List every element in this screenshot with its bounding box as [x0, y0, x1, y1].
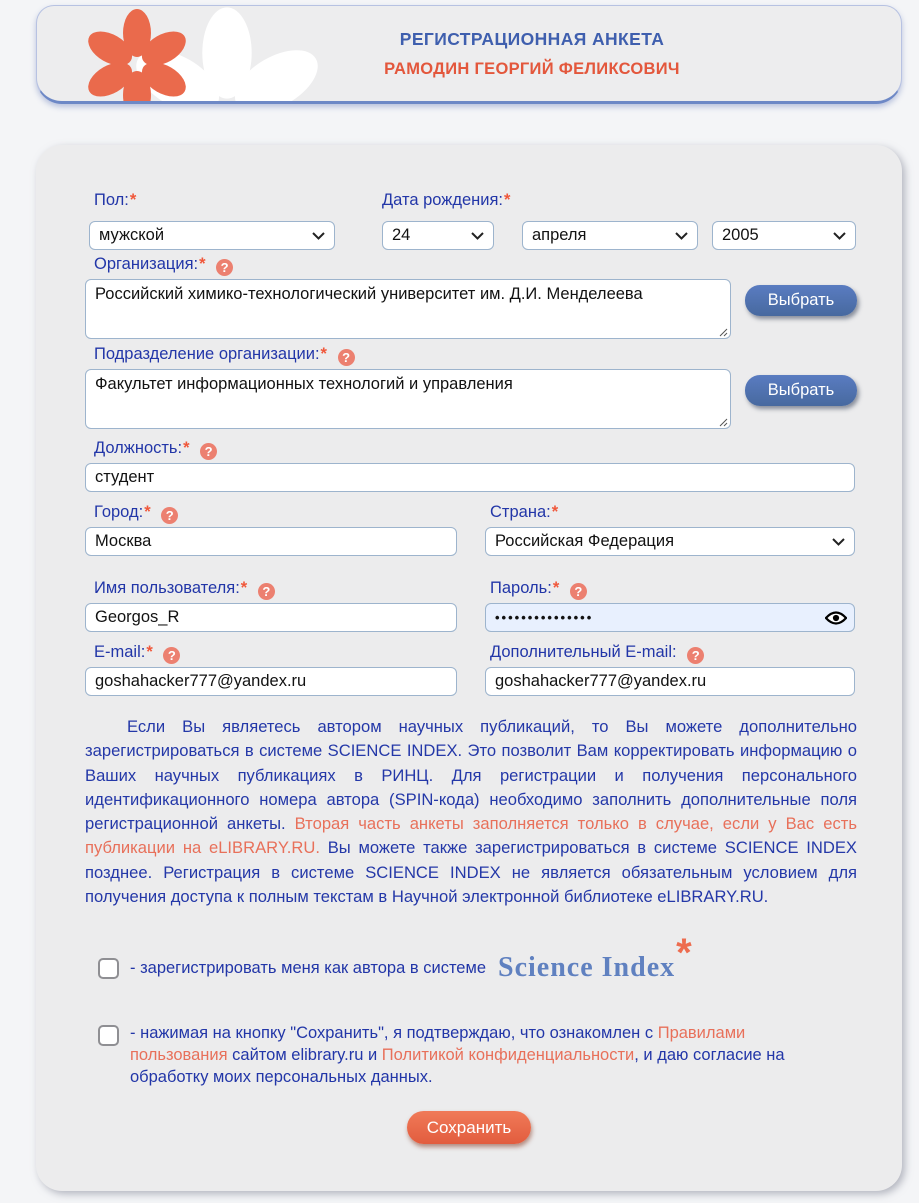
birth-date-label: Дата рождения:*: [382, 191, 511, 209]
organization-choose-button[interactable]: Выбрать: [745, 285, 857, 316]
chevron-down-icon: [832, 538, 845, 546]
email-label: E-mail:* ?: [94, 643, 180, 664]
organization-textarea[interactable]: [85, 279, 731, 339]
help-icon[interactable]: ?: [338, 349, 355, 366]
required-asterisk: *: [240, 579, 248, 597]
chevron-down-icon: [312, 232, 325, 240]
department-textarea[interactable]: [85, 369, 731, 429]
required-asterisk: *: [183, 439, 190, 457]
chevron-down-icon: [471, 232, 484, 240]
password-input[interactable]: [485, 603, 855, 632]
required-asterisk: *: [320, 345, 327, 363]
agreement-checkbox[interactable]: [98, 1025, 119, 1046]
header-card: [36, 5, 902, 104]
department-choose-button[interactable]: Выбрать: [745, 375, 857, 406]
science-index-consent-label: - зарегистрировать меня как автора в системе: [130, 958, 487, 977]
science-index-checkbox[interactable]: [98, 958, 119, 979]
terms-of-use-link[interactable]: Правилами пользования: [130, 1024, 746, 1064]
required-asterisk: *: [146, 643, 153, 661]
registration-form-panel: [36, 145, 902, 1191]
help-icon[interactable]: ?: [570, 583, 587, 600]
info-highlight: Вторая часть анкеты заполняется только в случае, если у Вас есть публикации на eLIBRARY.RU.: [85, 814, 857, 858]
privacy-policy-link[interactable]: Политикой конфиденциальности: [381, 1046, 635, 1064]
email2-label: Дополнительный E-mail: ?: [490, 643, 704, 664]
required-asterisk: *: [199, 255, 206, 273]
required-asterisk: *: [503, 191, 511, 209]
science-index-info-text: Если Вы являетесь автором научных публикаций, то Вы можете дополнительно зарегистрироваться в системе SCIENCE INDEX. Это позволит Вам корректировать информацию о Ваших научных публикациях в РИНЦ. Для регистрации и получения персонального идентификационного номера автора (SPIN-кода) необходимо заполнить дополнительные поля регистрационной анкеты. Вторая часть анкеты заполняется только в случае, если у Вас есть публикации на eLIBRARY.RU. Вы можете также зарегистрироваться в системе SCIENCE INDEX позднее. Регистрация в системе SCIENCE INDEX не является обязательным условием для получения доступа к полным текстам в Научной электронной библиотеке eLIBRARY.RU.: [85, 717, 857, 907]
username-input[interactable]: [85, 603, 457, 632]
city-label: Город:* ?: [94, 503, 178, 524]
password-label: Пароль:* ?: [490, 579, 587, 600]
show-password-eye-icon[interactable]: [825, 609, 847, 627]
position-label: Должность:* ?: [94, 439, 217, 460]
page-title: РЕГИСТРАЦИОННАЯ АНКЕТА: [399, 28, 665, 49]
country-label: Страна:*: [490, 503, 559, 521]
help-icon[interactable]: ?: [687, 647, 704, 664]
required-asterisk: *: [144, 503, 151, 521]
position-input[interactable]: [85, 463, 855, 492]
gender-label: Пол:*: [94, 191, 137, 209]
birth-month-select[interactable]: апреля: [522, 221, 698, 250]
gender-select[interactable]: мужской: [89, 221, 335, 250]
science-index-consent: [130, 931, 693, 991]
email-input[interactable]: [85, 667, 457, 696]
agreement-text: - нажимая на кнопку "Сохранить", я подтверждаю, что ознакомлен с Правилами пользования сайтом elibrary.ru и Политикой конфиденциальности, и даю согласие на обработку моих персональных данных.: [130, 1024, 785, 1086]
country-select[interactable]: Российская Федерация: [485, 527, 855, 556]
email2-input[interactable]: [485, 667, 855, 696]
required-asterisk: *: [552, 579, 560, 597]
chevron-down-icon: [833, 232, 846, 240]
science-index-logo: Science Index*: [498, 931, 693, 983]
required-asterisk: *: [129, 191, 137, 209]
birth-day-select[interactable]: 24: [382, 221, 494, 250]
science-index-asterisk-icon: *: [676, 931, 693, 975]
help-icon[interactable]: ?: [161, 507, 178, 524]
username-label: Имя пользователя:* ?: [94, 579, 275, 600]
chevron-down-icon: [675, 232, 688, 240]
save-button[interactable]: Сохранить: [407, 1111, 531, 1144]
help-icon[interactable]: ?: [216, 259, 233, 276]
help-icon[interactable]: ?: [258, 583, 275, 600]
city-input[interactable]: [85, 527, 457, 556]
user-full-name: РАМОДИН ГЕОРГИЙ ФЕЛИКСОВИЧ: [384, 59, 680, 78]
birth-year-select[interactable]: 2005: [712, 221, 856, 250]
department-label: Подразделение организации:* ?: [94, 345, 355, 366]
help-icon[interactable]: ?: [200, 443, 217, 460]
required-asterisk: *: [551, 503, 559, 521]
organization-label: Организация:* ?: [94, 255, 233, 276]
help-icon[interactable]: ?: [163, 647, 180, 664]
